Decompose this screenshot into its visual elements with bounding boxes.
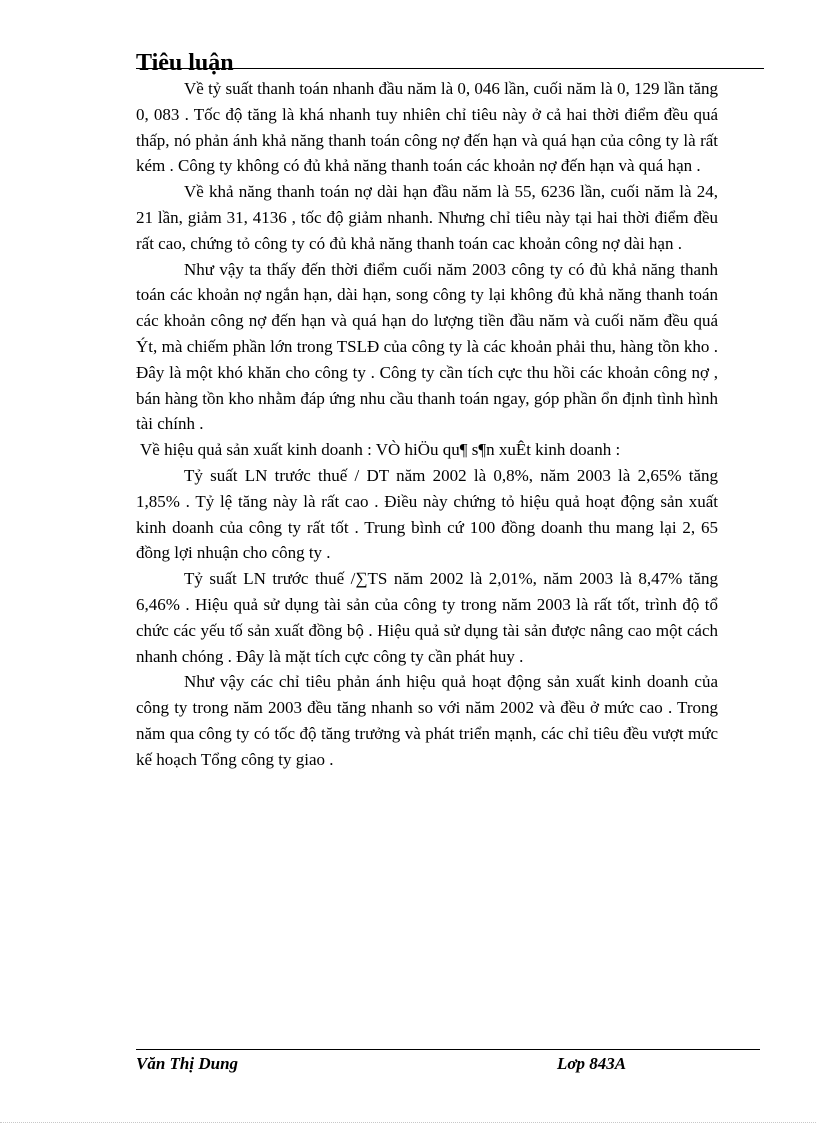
paragraph-summary-liquidity: Như vậy ta thấy đến thời điểm cuối năm 2003 công ty có đủ khả năng thanh toán các khoản nợ ngắn hạn, dài hạn, song công ty lại không đủ khả năng thanh toán các khoản công nợ đến hạn và quá hạn do lượng tiền đầu năm và cuối năm đều quá Ýt, mà chiếm phần lớn trong TSLĐ của công ty là các khoản phải thu, hàng tồn kho . Đây là một khó khăn cho công ty . Công ty cần tích cực thu hồi các khoản công nợ , bán hàng tồn kho nhằm đáp ứng nhu cầu thanh toán ngay, góp phần ổn định tình hình tài chính . <box>136 259 718 434</box>
header-title: Tiêu luận <box>136 50 234 76</box>
paragraph-conclusion: Như vậy các chỉ tiêu phản ánh hiệu quả hoạt động sản xuất kinh doanh của công ty trong năm 2003 đều tăng nhanh so với năm 2002 và đều ở mức cao . Trong năm qua công ty có tốc độ tăng trưởng và phát triển mạnh, các chỉ tiêu đều vượt mức kế hoạch Tổng công ty giao . <box>136 672 718 769</box>
section-heading-efficiency: Về hiệu quả sản xuất kinh doanh : VÒ hiÖu qu¶ s¶n xuÊt kinh doanh : <box>140 440 621 460</box>
page-header <box>136 50 764 76</box>
footer-author: Văn Thị Dung <box>136 1054 239 1073</box>
footer-class: Lơp 843A <box>557 1054 627 1073</box>
paragraph-long-term-debt: Về khả năng thanh toán nợ dài hạn đầu năm là 55, 6236 lần, cuối năm là 24, 21 lần, giảm 31, 4136 , tốc độ giảm nhanh. Nhưng chỉ tiêu này tại hai thời điểm đều rất cao, chứng tỏ công ty có đủ khả năng thanh toán cac khoản công nợ dài hạn . <box>136 182 718 253</box>
paragraph-quick-ratio: Về tỷ suất thanh toán nhanh đầu năm là 0, 046 lần, cuối năm là 0, 129 lần tăng 0, 083 . Tốc độ tăng là khá nhanh tuy nhiên chỉ tiêu này ở cả hai thời điểm đều quá thấp, nó phản ánh khả năng thanh toán công nợ đến hạn và quá hạn của công ty là rất kém . Công ty không có đủ khả năng thanh toán các khoản nợ đến hạn và quá hạn . <box>136 79 718 176</box>
paragraph-profit-assets: Tỷ suất LN trước thuế /∑TS năm 2002 là 2,01%, năm 2003 là 8,47% tăng 6,46% . Hiệu quả sử dụng tài sản của công ty trong năm 2003 là rất tốt, trình độ tổ chức các yếu tố sản xuất đồng bộ . Hiệu quả sử dụng tài sản được nâng cao một cách nhanh chóng . Đây là mặt tích cực công ty cần phát huy . <box>136 569 718 666</box>
paragraph-profit-revenue: Tỷ suất LN trước thuế / DT năm 2002 là 0,8%, năm 2003 là 2,65% tăng 1,85% . Tỷ lệ tăng này là rất cao . Điều này chứng tỏ hiệu quả hoạt động sản xuất kinh doanh của công ty rất tốt . Trung bình cứ 100 đồng doanh thu mang lại 2, 65 đồng lợi nhuận cho công ty . <box>136 465 718 563</box>
footer-divider <box>136 1049 760 1050</box>
header-divider <box>136 68 764 69</box>
document-body <box>136 76 718 773</box>
